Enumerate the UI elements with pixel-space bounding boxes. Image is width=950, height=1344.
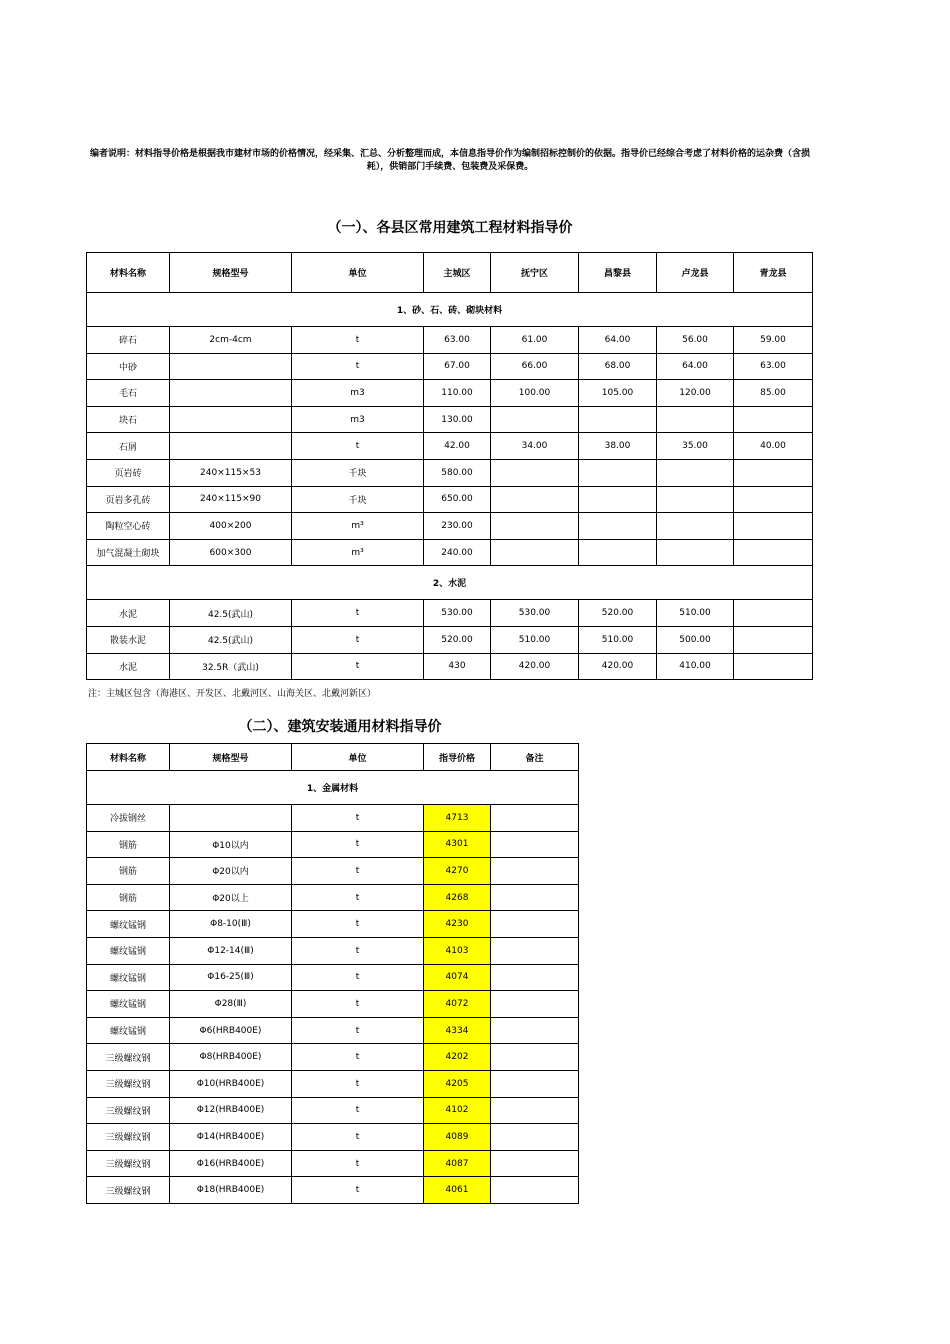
table-cell — [491, 1150, 579, 1177]
table-cell: Φ8(HRB400E) — [170, 1044, 292, 1071]
table-cell — [491, 1070, 579, 1097]
table-cell: 石屑 — [87, 433, 170, 460]
table-cell: t — [292, 327, 424, 354]
table-cell: 4103 — [424, 937, 491, 964]
table-cell: m³ — [292, 539, 424, 566]
table-cell: Φ16(HRB400E) — [170, 1150, 292, 1177]
table-cell: 4202 — [424, 1044, 491, 1071]
table-cell: 三级螺纹钢 — [87, 1070, 170, 1097]
col-header: 备注 — [491, 744, 579, 771]
table-cell: t — [292, 1124, 424, 1151]
col-header: 材料名称 — [87, 253, 170, 293]
table-cell: 38.00 — [579, 433, 657, 460]
col-header: 规格型号 — [170, 253, 292, 293]
col-header: 青龙县 — [734, 253, 813, 293]
table-cell: 410.00 — [657, 653, 734, 680]
table-row — [87, 1070, 579, 1097]
table-cell — [491, 539, 579, 566]
table-cell: 钢筋 — [87, 858, 170, 885]
table-cell — [657, 539, 734, 566]
col-header: 单位 — [292, 744, 424, 771]
table-cell: t — [292, 1150, 424, 1177]
table-row — [87, 1097, 579, 1124]
table1-header-row — [87, 253, 813, 293]
table-cell: 三级螺纹钢 — [87, 1177, 170, 1204]
table-cell: 4268 — [424, 884, 491, 911]
table-cell — [734, 539, 813, 566]
table-cell: Φ16-25(Ⅲ) — [170, 964, 292, 991]
table-row — [87, 513, 813, 540]
col-header: 指导价格 — [424, 744, 491, 771]
table-row — [87, 1044, 579, 1071]
table-row — [87, 459, 813, 486]
table-cell — [491, 1124, 579, 1151]
table-cell: Φ10以内 — [170, 831, 292, 858]
table-cell — [657, 486, 734, 513]
table-row — [87, 831, 579, 858]
table-cell — [491, 1097, 579, 1124]
table-cell: 水泥 — [87, 600, 170, 627]
table-cell: m3 — [292, 380, 424, 407]
table-cell: 42.00 — [424, 433, 491, 460]
table-cell — [734, 626, 813, 653]
table-cell: 毛石 — [87, 380, 170, 407]
table-row — [87, 486, 813, 513]
table-cell: 34.00 — [491, 433, 579, 460]
table-cell: 61.00 — [491, 327, 579, 354]
table-row — [87, 327, 813, 354]
table-cell: 67.00 — [424, 353, 491, 380]
table-cell — [491, 964, 579, 991]
table-row — [87, 911, 579, 938]
table-cell: 4230 — [424, 911, 491, 938]
table-cell: 4087 — [424, 1150, 491, 1177]
table-cell — [491, 513, 579, 540]
table-cell — [491, 831, 579, 858]
table-cell: 520.00 — [579, 600, 657, 627]
table-row — [87, 884, 579, 911]
table-cell: Φ14(HRB400E) — [170, 1124, 292, 1151]
table-cell — [491, 858, 579, 885]
table-cell: 420.00 — [491, 653, 579, 680]
editor-note: 编者说明：材料指导价格是根据我市建材市场的价格情况，经采集、汇总、分析整理而成，本信息指导价作为编制招标控制价的依据。指导价已经综合考虑了材料价格的运杂费（含损耗），供销部门手续费、包装费及采保费。 — [90, 149, 811, 172]
table-cell — [734, 459, 813, 486]
table-row — [87, 539, 813, 566]
col-header: 卢龙县 — [657, 253, 734, 293]
table-cell: Φ12-14(Ⅲ) — [170, 937, 292, 964]
table-cell: 600×300 — [170, 539, 292, 566]
table-cell — [170, 433, 292, 460]
col-header: 单位 — [292, 253, 424, 293]
table-row — [87, 964, 579, 991]
table-cell: 三级螺纹钢 — [87, 1124, 170, 1151]
table-cell: t — [292, 937, 424, 964]
table1-footnote: 注：主城区包含（海港区、开发区、北戴河区、山海关区、北戴河新区） — [88, 689, 377, 699]
table-cell: Φ8-10(Ⅲ) — [170, 911, 292, 938]
table-cell: 510.00 — [491, 626, 579, 653]
table-cell — [491, 1044, 579, 1071]
table-cell: t — [292, 1017, 424, 1044]
table-cell — [734, 513, 813, 540]
table-cell: 千块 — [292, 486, 424, 513]
table-cell: 64.00 — [579, 327, 657, 354]
table-cell — [734, 653, 813, 680]
table-cell — [491, 805, 579, 832]
table-cell: t — [292, 653, 424, 680]
table-cell: 4205 — [424, 1070, 491, 1097]
table-cell: 59.00 — [734, 327, 813, 354]
table-cell: 510.00 — [657, 600, 734, 627]
table-cell: Φ6(HRB400E) — [170, 1017, 292, 1044]
general-material-price-table — [86, 743, 579, 1204]
table-cell: 530.00 — [491, 600, 579, 627]
table-cell: t — [292, 433, 424, 460]
table-row — [87, 1124, 579, 1151]
table-cell: 35.00 — [657, 433, 734, 460]
table-cell: 64.00 — [657, 353, 734, 380]
table-row — [87, 653, 813, 680]
col-header: 材料名称 — [87, 744, 170, 771]
table-cell: 85.00 — [734, 380, 813, 407]
table-cell: 中砂 — [87, 353, 170, 380]
table-cell — [491, 991, 579, 1018]
table-cell: 240×115×90 — [170, 486, 292, 513]
table-cell — [579, 406, 657, 433]
category-label: 1、砂、石、砖、砌块材料 — [87, 293, 813, 327]
category-row — [87, 566, 813, 600]
table-cell: 螺纹锰钢 — [87, 937, 170, 964]
table-cell — [170, 380, 292, 407]
table-cell: 三级螺纹钢 — [87, 1150, 170, 1177]
table-cell: 4061 — [424, 1177, 491, 1204]
table-row — [87, 1150, 579, 1177]
table-cell: 页岩砖 — [87, 459, 170, 486]
table-cell: 63.00 — [424, 327, 491, 354]
table-row — [87, 433, 813, 460]
table-cell: 110.00 — [424, 380, 491, 407]
table-row — [87, 937, 579, 964]
table-cell: Φ20以上 — [170, 884, 292, 911]
table-cell — [657, 406, 734, 433]
table-cell: 500.00 — [657, 626, 734, 653]
table-cell: t — [292, 805, 424, 832]
table-cell — [491, 406, 579, 433]
table-cell: t — [292, 991, 424, 1018]
table-cell: 66.00 — [491, 353, 579, 380]
table-cell: 4089 — [424, 1124, 491, 1151]
table-cell — [491, 459, 579, 486]
table-cell: 4301 — [424, 831, 491, 858]
table-cell: 4334 — [424, 1017, 491, 1044]
table-cell: t — [292, 831, 424, 858]
table-cell — [491, 911, 579, 938]
table-row — [87, 380, 813, 407]
table-cell: 120.00 — [657, 380, 734, 407]
table-cell: 42.5(武山) — [170, 600, 292, 627]
table-row — [87, 1177, 579, 1204]
table-cell: 水泥 — [87, 653, 170, 680]
table-cell — [657, 459, 734, 486]
col-header: 抚宁区 — [491, 253, 579, 293]
table-cell: 32.5R（武山) — [170, 653, 292, 680]
table-cell — [170, 406, 292, 433]
table-cell: 42.5(武山) — [170, 626, 292, 653]
county-price-table — [86, 252, 813, 680]
category-row — [87, 293, 813, 327]
table-cell: 4072 — [424, 991, 491, 1018]
table-cell: 580.00 — [424, 459, 491, 486]
table-cell: 4713 — [424, 805, 491, 832]
table-cell: 400×200 — [170, 513, 292, 540]
table-cell: m3 — [292, 406, 424, 433]
table-cell: 420.00 — [579, 653, 657, 680]
table-cell: 40.00 — [734, 433, 813, 460]
table-cell — [491, 1017, 579, 1044]
table-cell: 650.00 — [424, 486, 491, 513]
table-row — [87, 805, 579, 832]
table-cell: 4102 — [424, 1097, 491, 1124]
col-header: 昌黎县 — [579, 253, 657, 293]
table-row — [87, 353, 813, 380]
table-cell — [491, 884, 579, 911]
table1-body — [87, 293, 813, 680]
table-cell: 100.00 — [491, 380, 579, 407]
table-cell: t — [292, 1044, 424, 1071]
table-cell: 56.00 — [657, 327, 734, 354]
table-row — [87, 858, 579, 885]
table-cell: 碎石 — [87, 327, 170, 354]
table-cell: 63.00 — [734, 353, 813, 380]
table-row — [87, 406, 813, 433]
table-cell — [734, 486, 813, 513]
table-cell: Φ28(Ⅲ) — [170, 991, 292, 1018]
col-header: 主城区 — [424, 253, 491, 293]
category-label: 2、水泥 — [87, 566, 813, 600]
table-cell: 520.00 — [424, 626, 491, 653]
table-cell: 三级螺纹钢 — [87, 1097, 170, 1124]
table-cell: 加气混凝土砌块 — [87, 539, 170, 566]
table-cell: t — [292, 600, 424, 627]
table-cell: 块石 — [87, 406, 170, 433]
table-cell: 螺纹锰钢 — [87, 964, 170, 991]
table-cell — [170, 353, 292, 380]
table-cell: 240.00 — [424, 539, 491, 566]
table-cell: Φ18(HRB400E) — [170, 1177, 292, 1204]
table-cell: 230.00 — [424, 513, 491, 540]
table-cell — [579, 459, 657, 486]
table-cell: 4074 — [424, 964, 491, 991]
table-cell: t — [292, 964, 424, 991]
table-cell: 105.00 — [579, 380, 657, 407]
category-label: 1、金属材料 — [87, 771, 579, 805]
table-cell: 430 — [424, 653, 491, 680]
table-cell: 冷拔钢丝 — [87, 805, 170, 832]
table-cell: 散装水泥 — [87, 626, 170, 653]
table-cell — [491, 486, 579, 513]
table-row — [87, 626, 813, 653]
table-cell: t — [292, 884, 424, 911]
table-cell: t — [292, 353, 424, 380]
table1-title: （一）、各县区常用建筑工程材料指导价 — [327, 220, 573, 236]
table-cell: 千块 — [292, 459, 424, 486]
table2-title: （二）、建筑安装通用材料指导价 — [238, 719, 442, 735]
table-cell: t — [292, 1177, 424, 1204]
table-cell: 页岩多孔砖 — [87, 486, 170, 513]
table-cell: 530.00 — [424, 600, 491, 627]
table-cell: Φ12(HRB400E) — [170, 1097, 292, 1124]
table-cell: 130.00 — [424, 406, 491, 433]
table-cell: t — [292, 858, 424, 885]
table-cell: 4270 — [424, 858, 491, 885]
table-cell: 螺纹锰钢 — [87, 911, 170, 938]
table-cell — [657, 513, 734, 540]
table-cell: t — [292, 1070, 424, 1097]
table-cell — [491, 937, 579, 964]
table-cell: m³ — [292, 513, 424, 540]
table-cell — [170, 805, 292, 832]
table-cell: 螺纹锰钢 — [87, 1017, 170, 1044]
table-cell: Φ20以内 — [170, 858, 292, 885]
table-row — [87, 1017, 579, 1044]
table-row — [87, 991, 579, 1018]
category-row — [87, 771, 579, 805]
table2-header-row — [87, 744, 579, 771]
table-cell: 240×115×53 — [170, 459, 292, 486]
table-cell: 2cm-4cm — [170, 327, 292, 354]
table-cell: t — [292, 626, 424, 653]
table-cell: 螺纹锰钢 — [87, 991, 170, 1018]
table-cell — [491, 1177, 579, 1204]
table-cell — [734, 600, 813, 627]
table-cell: 钢筋 — [87, 831, 170, 858]
table-row — [87, 600, 813, 627]
table-cell: 陶粒空心砖 — [87, 513, 170, 540]
table-cell: Φ10(HRB400E) — [170, 1070, 292, 1097]
table-cell: t — [292, 911, 424, 938]
table-cell — [734, 406, 813, 433]
table-cell: 钢筋 — [87, 884, 170, 911]
table-cell — [579, 486, 657, 513]
table-cell: 510.00 — [579, 626, 657, 653]
col-header: 规格型号 — [170, 744, 292, 771]
table-cell: 三级螺纹钢 — [87, 1044, 170, 1071]
table-cell — [579, 539, 657, 566]
table-cell: 68.00 — [579, 353, 657, 380]
table-cell: t — [292, 1097, 424, 1124]
table2-body — [87, 771, 579, 1204]
table-cell — [579, 513, 657, 540]
